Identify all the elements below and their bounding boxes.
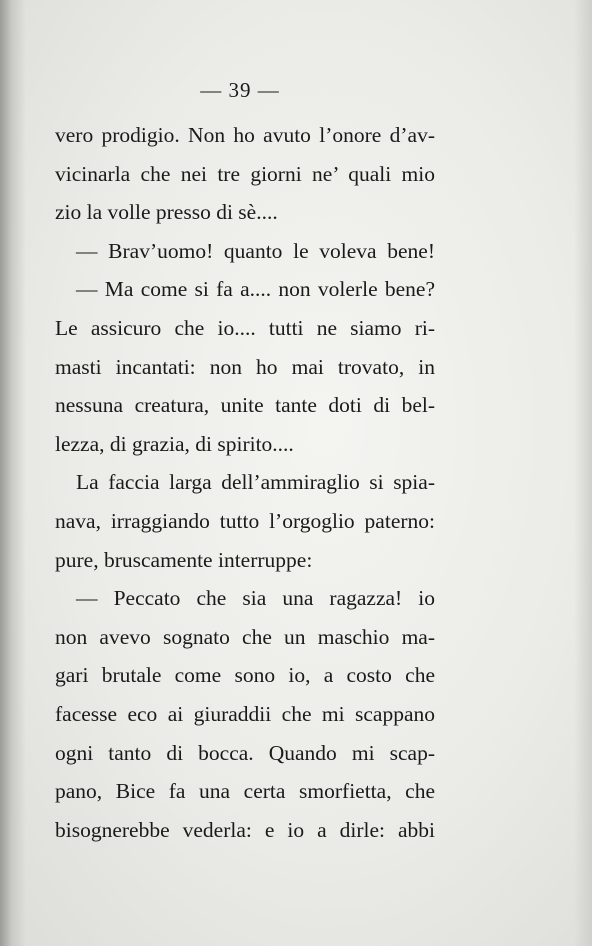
text-line: nava, irraggiando tutto l’orgoglio paterno: [55, 508, 435, 533]
text-line: La faccia larga dell’ammiraglio si spia- [76, 470, 435, 495]
text-line: vero prodigio. Non ho avuto l’onore d’av- [55, 123, 435, 147]
text-line: — Ma come si fa a.... non volerle bene? [76, 277, 435, 302]
text-line: ogni tanto di bocca. Quando mi scap- [55, 740, 435, 765]
text-line: facesse eco ai giuraddii che mi scappano [55, 701, 435, 726]
text-line: masti incantati: non ho mai trovato, in [55, 354, 435, 379]
text-line: vicinarla che nei tre giorni ne’ quali mio [55, 161, 435, 186]
spine-shadow [0, 0, 26, 946]
text-line: gari brutale come sono io, a costo che [55, 663, 435, 688]
text-line: Le assicuro che io.... tutti ne siamo ri- [55, 315, 435, 340]
text-line: zio la volle presso di sè.... [55, 200, 278, 225]
text-line: — Peccato che sia una ragazza! io [76, 586, 435, 611]
text-line: lezza, di grazia, di spirito.... [55, 431, 294, 456]
page-edge-shadow [574, 0, 592, 946]
text-line: — Brav’uomo! quanto le voleva bene! [76, 238, 435, 263]
text-line: nessuna creatura, unite tante doti di bel- [55, 393, 435, 418]
body-text [55, 116, 435, 849]
text-line: bisognerebbe vederla: e io a dirle: abbi [55, 817, 435, 842]
text-line: pano, Bice fa una certa smorfietta, che [55, 779, 435, 804]
page-number: — 39 — [200, 78, 280, 102]
text-line: non avevo sognato che un maschio ma- [55, 624, 435, 649]
text-line: pure, bruscamente interruppe: [55, 547, 313, 572]
